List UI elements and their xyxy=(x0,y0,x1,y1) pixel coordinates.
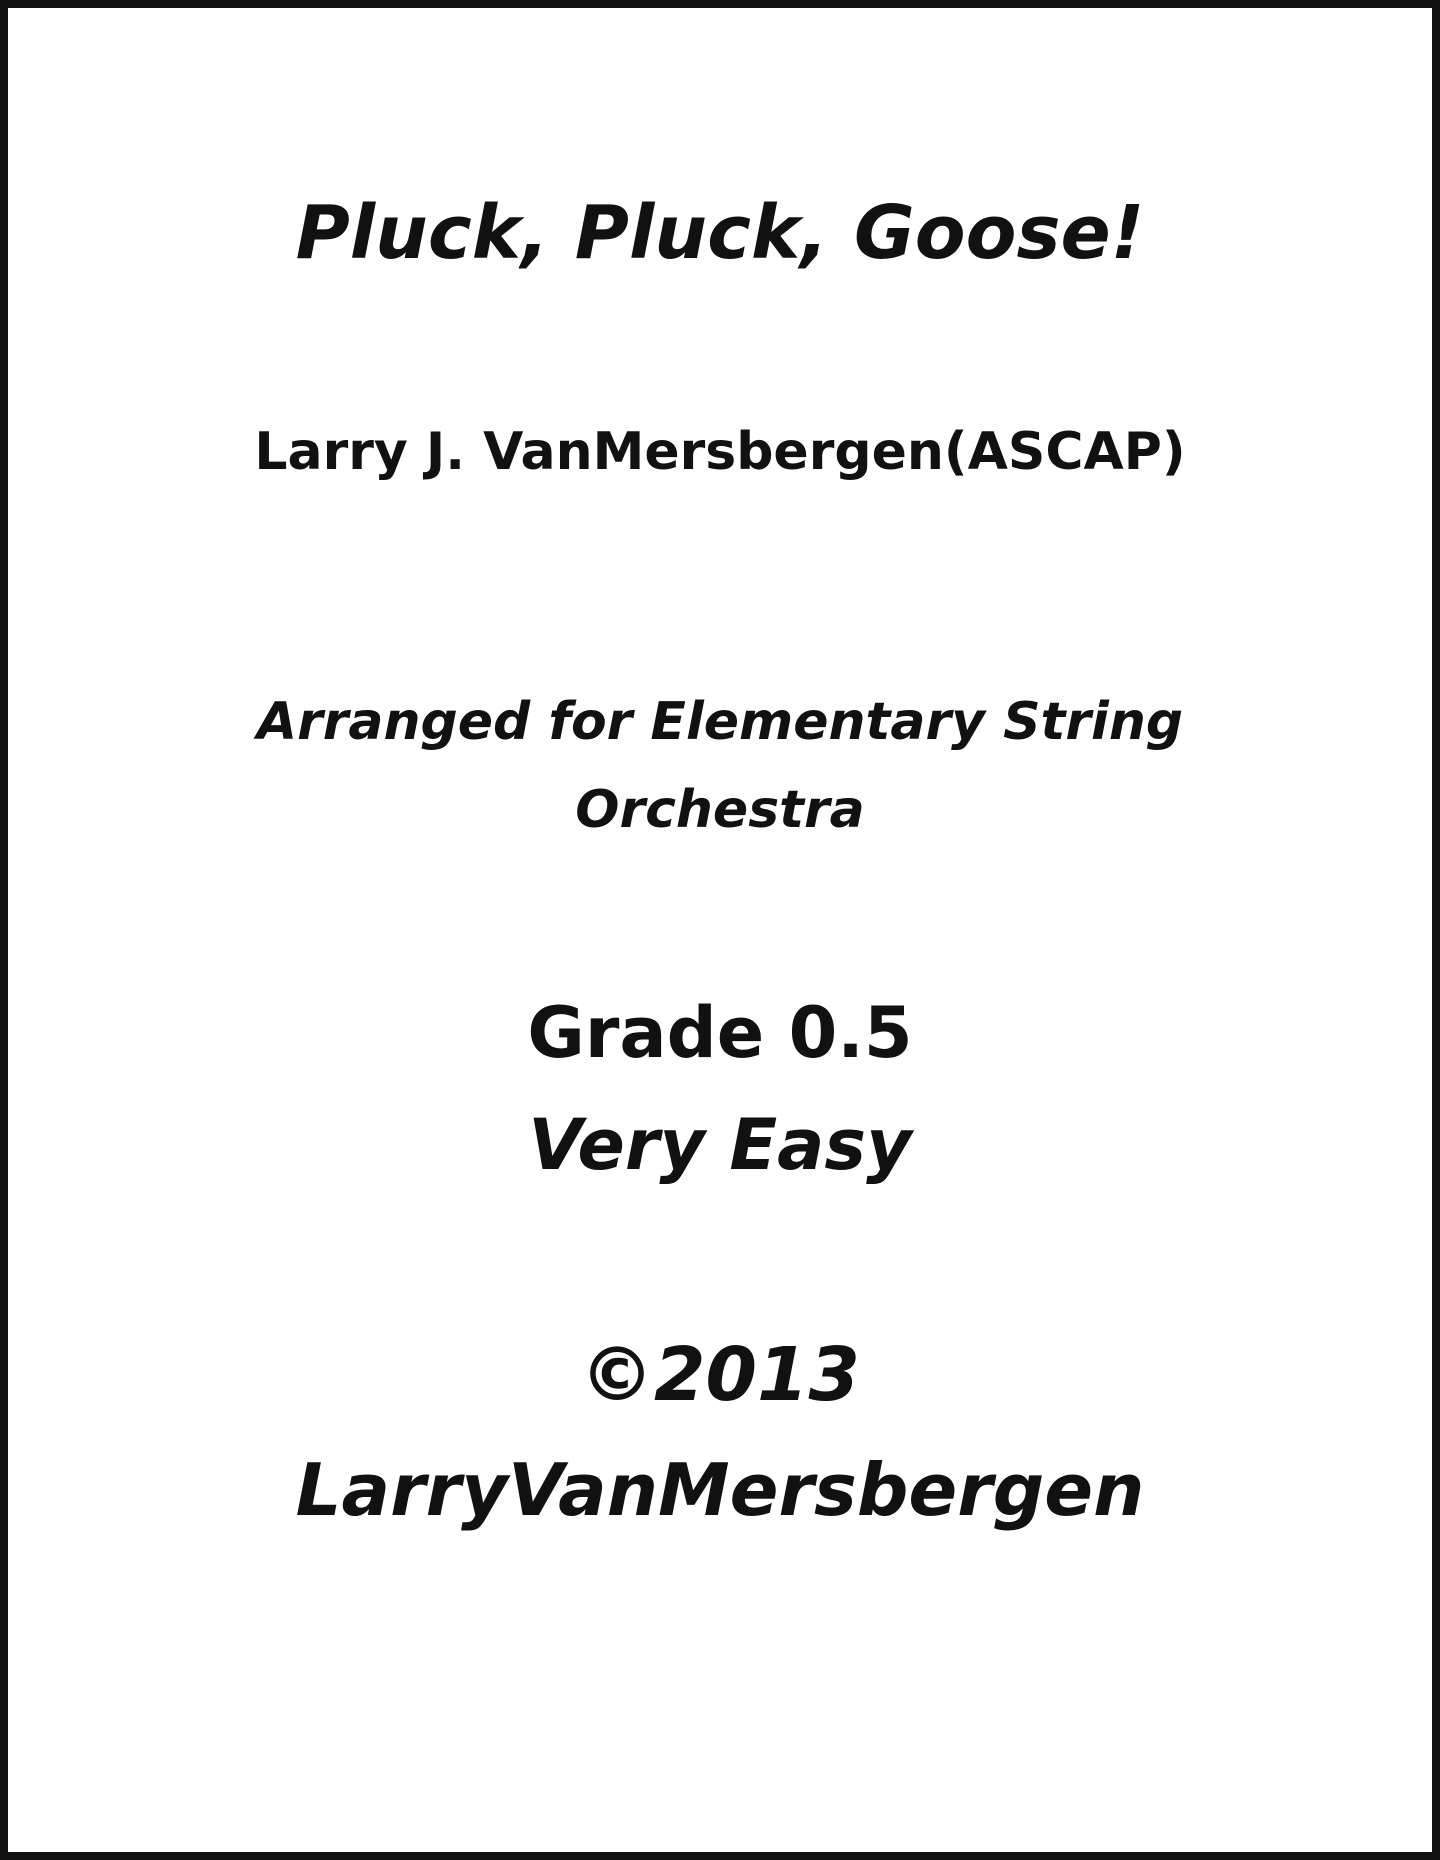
arrangement-line-2: Orchestra xyxy=(575,780,865,840)
piece-title: Pluck, Pluck, Goose! xyxy=(295,190,1145,276)
composer-credit: Larry J. VanMersbergen(ASCAP) xyxy=(254,422,1186,482)
difficulty-label: Very Easy xyxy=(528,1104,912,1186)
arrangement-line-1: Arranged for Elementary String xyxy=(256,692,1184,752)
publisher-name: LarryVanMersbergen xyxy=(295,1448,1145,1532)
copyright-year: ©2013 xyxy=(580,1332,860,1418)
grade-level: Grade 0.5 xyxy=(527,992,913,1074)
